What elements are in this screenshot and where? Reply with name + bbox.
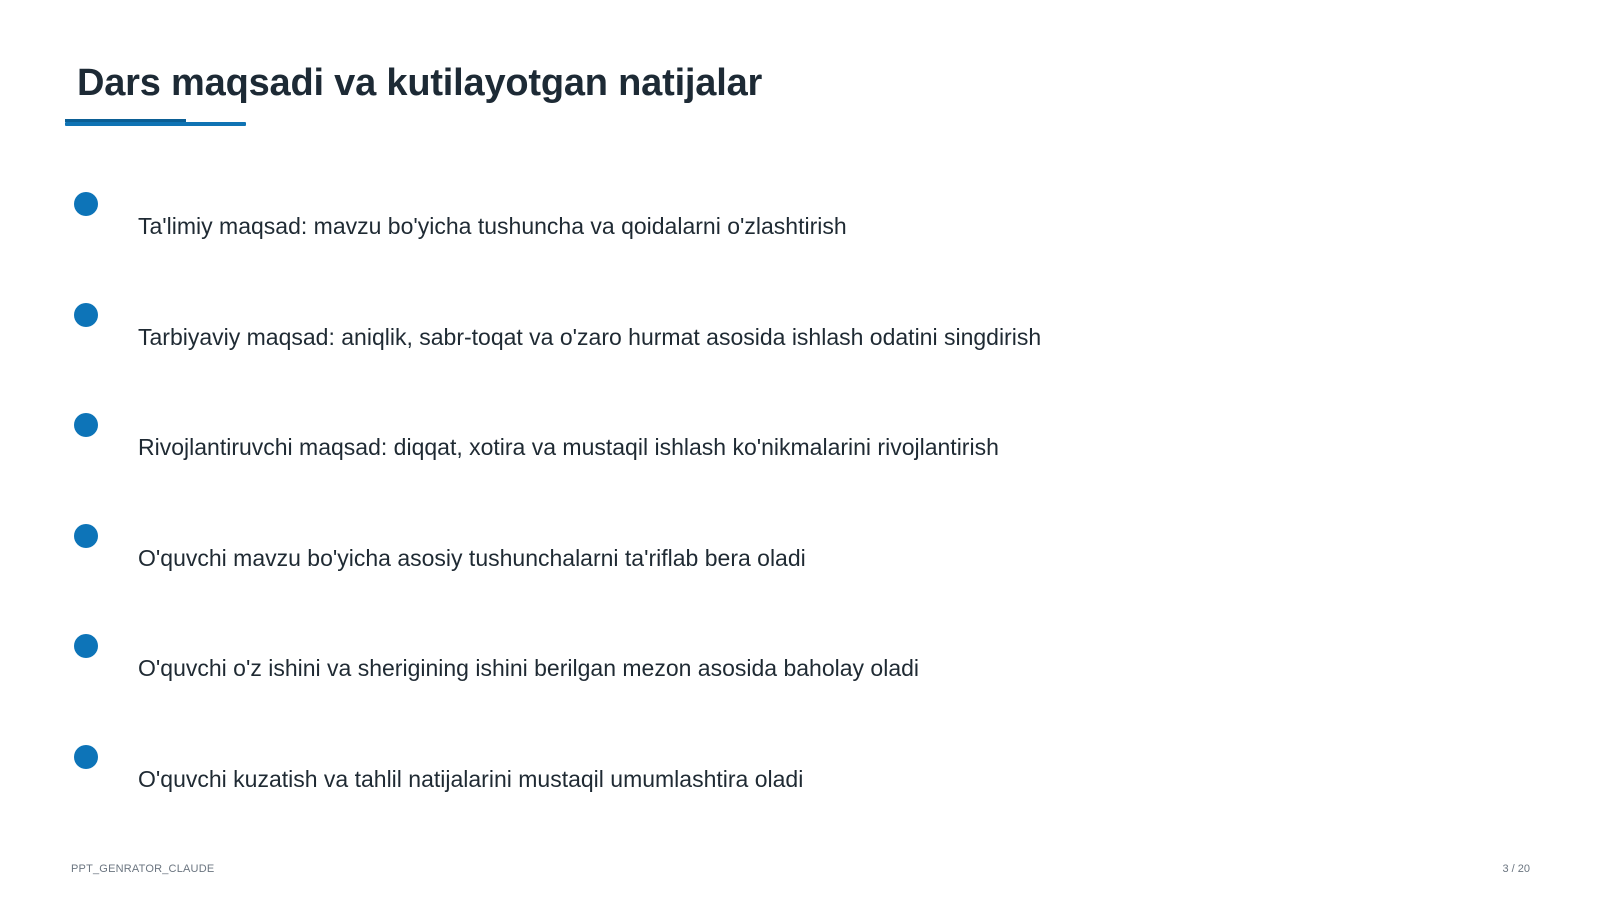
bullet-dot-icon [74,303,98,327]
list-item-text: Ta'limiy maqsad: mavzu bo'yicha tushuncha va qoidalarni o'zlashtirish [138,213,847,239]
list-item-text: O'quvchi kuzatish va tahlil natijalarini mustaqil umumlashtira oladi [138,766,804,792]
list-item [0,634,1200,714]
bullet-dot-icon [74,524,98,548]
footer-source-label: PPT_GENRATOR_CLAUDE [71,863,215,875]
list-item-text: O'quvchi mavzu bo'yicha asosiy tushunchalarni ta'riflab bera oladi [138,545,806,571]
title-underline [65,122,246,126]
slide-title: Dars maqsadi va kutilayotgan natijalar [77,62,763,104]
title-underline-accent [65,119,186,122]
bullet-dot-icon [74,192,98,216]
list-item [0,524,1200,604]
list-item-text: Tarbiyaviy maqsad: aniqlik, sabr-toqat va o'zaro hurmat asosida ishlash odatini singdirish [138,324,1042,350]
list-item [0,413,1200,493]
list-item-text: Rivojlantiruvchi maqsad: diqqat, xotira va mustaqil ishlash ko'nikmalarini rivojlantirish [138,434,999,460]
bullet-dot-icon [74,634,98,658]
list-item [0,192,1200,272]
page-number: 3 / 20 [1502,863,1530,875]
list-item [0,303,1200,383]
list-item [0,745,1200,825]
bullet-dot-icon [74,413,98,437]
list-item-text: O'quvchi o'z ishini va sherigining ishini berilgan mezon asosida baholay oladi [138,655,920,681]
bullet-dot-icon [74,745,98,769]
